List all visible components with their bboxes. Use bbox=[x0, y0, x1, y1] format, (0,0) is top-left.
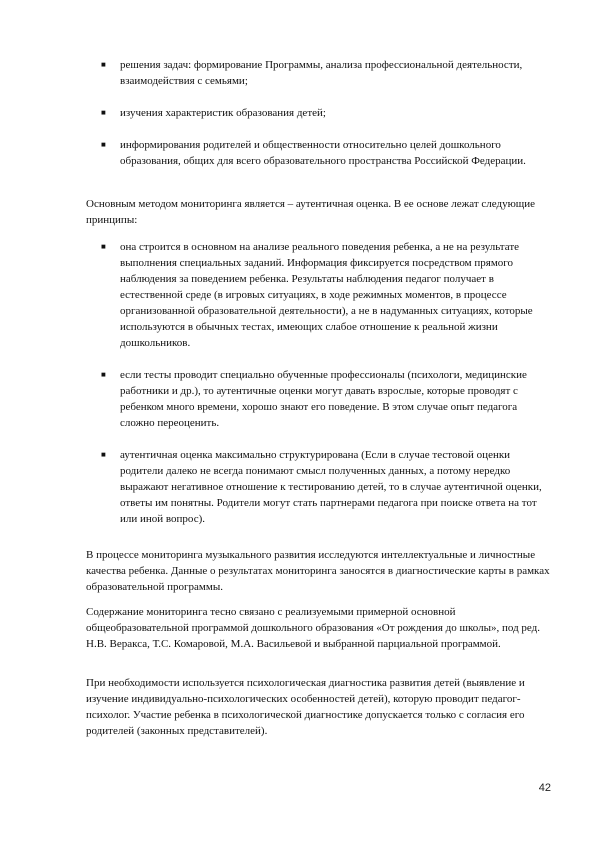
list-item-text: изучения характеристик образования детей; bbox=[120, 107, 326, 119]
bullet-marker-icon: ■ bbox=[101, 370, 106, 379]
list-item bbox=[0, 239, 552, 351]
list-item-text: решения задач: формирование Программы, анализа профессиональной деятельности, взаимодействия с семьями; bbox=[120, 59, 523, 87]
list-item bbox=[0, 137, 552, 169]
paragraph-music-monitoring: В процессе мониторинга музыкального развития исследуются интеллектуальные и личностные качества ребенка. Данные о результатах мониторинга заносятся в диагностические карты в рамках образовательной программы. bbox=[86, 549, 550, 593]
bullet-marker-icon: ■ bbox=[101, 450, 106, 459]
bullet-list-goals bbox=[0, 57, 552, 169]
paragraph-monitoring-content: Содержание мониторинга тесно связано с реализуемыми примерной основной общеобразовательной программой дошкольного образования «От рождения до школы», под ред. Н.В. Веракса, Т.С. Комаровой, М.А. Васильевой и выбранной парциальной программой. bbox=[86, 606, 541, 650]
list-item-text: аутентичная оценка максимально структурирована (Если в случае тестовой оценки родители далеко не всегда понимают смысл полученных данных, а потому нередко выражают негативное отношение к тестированию детей, то в случае аутентичной оценки, ответы им понятны. Родители могут стать партнерами педагога при поиске ответа на тот или иной вопрос). bbox=[120, 449, 542, 525]
list-item-text: если тесты проводит специально обученные профессионалы (психологи, медицинские работники и др.), то аутентичные оценки могут давать взрослые, которые проводят с ребенком много времени, хорошо знают его поведение. В этом случае опыт педагога сложно переоценить. bbox=[120, 369, 527, 429]
paragraph-method: Основным методом мониторинга является – аутентичная оценка. В ее основе лежат следующие принципы: bbox=[86, 198, 536, 226]
bullet-marker-icon: ■ bbox=[101, 140, 106, 149]
list-item bbox=[0, 57, 552, 89]
page-number: 42 bbox=[538, 782, 551, 794]
list-item bbox=[0, 447, 552, 527]
bullet-marker-icon: ■ bbox=[101, 108, 106, 117]
list-item bbox=[0, 367, 552, 431]
bullet-marker-icon: ■ bbox=[101, 60, 106, 69]
list-item-text: информирования родителей и общественности относительно целей дошкольного образования, общих для всего образовательного пространства Российской Федерации. bbox=[120, 139, 526, 167]
bullet-marker-icon: ■ bbox=[101, 242, 106, 251]
paragraph-psych-diagnostics: При необходимости используется психологическая диагностика развития детей (выявление и изучение индивидуально-психологических особенностей детей), которую проводит педагог-психолог. Участие ребенка в психологической диагностике допускается только с согласия его родителей (законных представителей). bbox=[86, 677, 525, 737]
list-item-text: она строится в основном на анализе реального поведения ребенка, а не на результате выполнения специальных заданий. Информация фиксируется посредством прямого наблюдения за поведением ребенка. Результаты наблюдения педагог получает в естественной среде (в игровых ситуациях, в ходе режимных моментов, в процессе организованной образовательной деятельности), а не в надуманных ситуациях, которые используются в обычных тестах, имеющих слабое отношение к реальной жизни дошкольников. bbox=[120, 241, 533, 349]
list-item bbox=[0, 105, 552, 121]
bullet-list-principles bbox=[0, 239, 552, 527]
